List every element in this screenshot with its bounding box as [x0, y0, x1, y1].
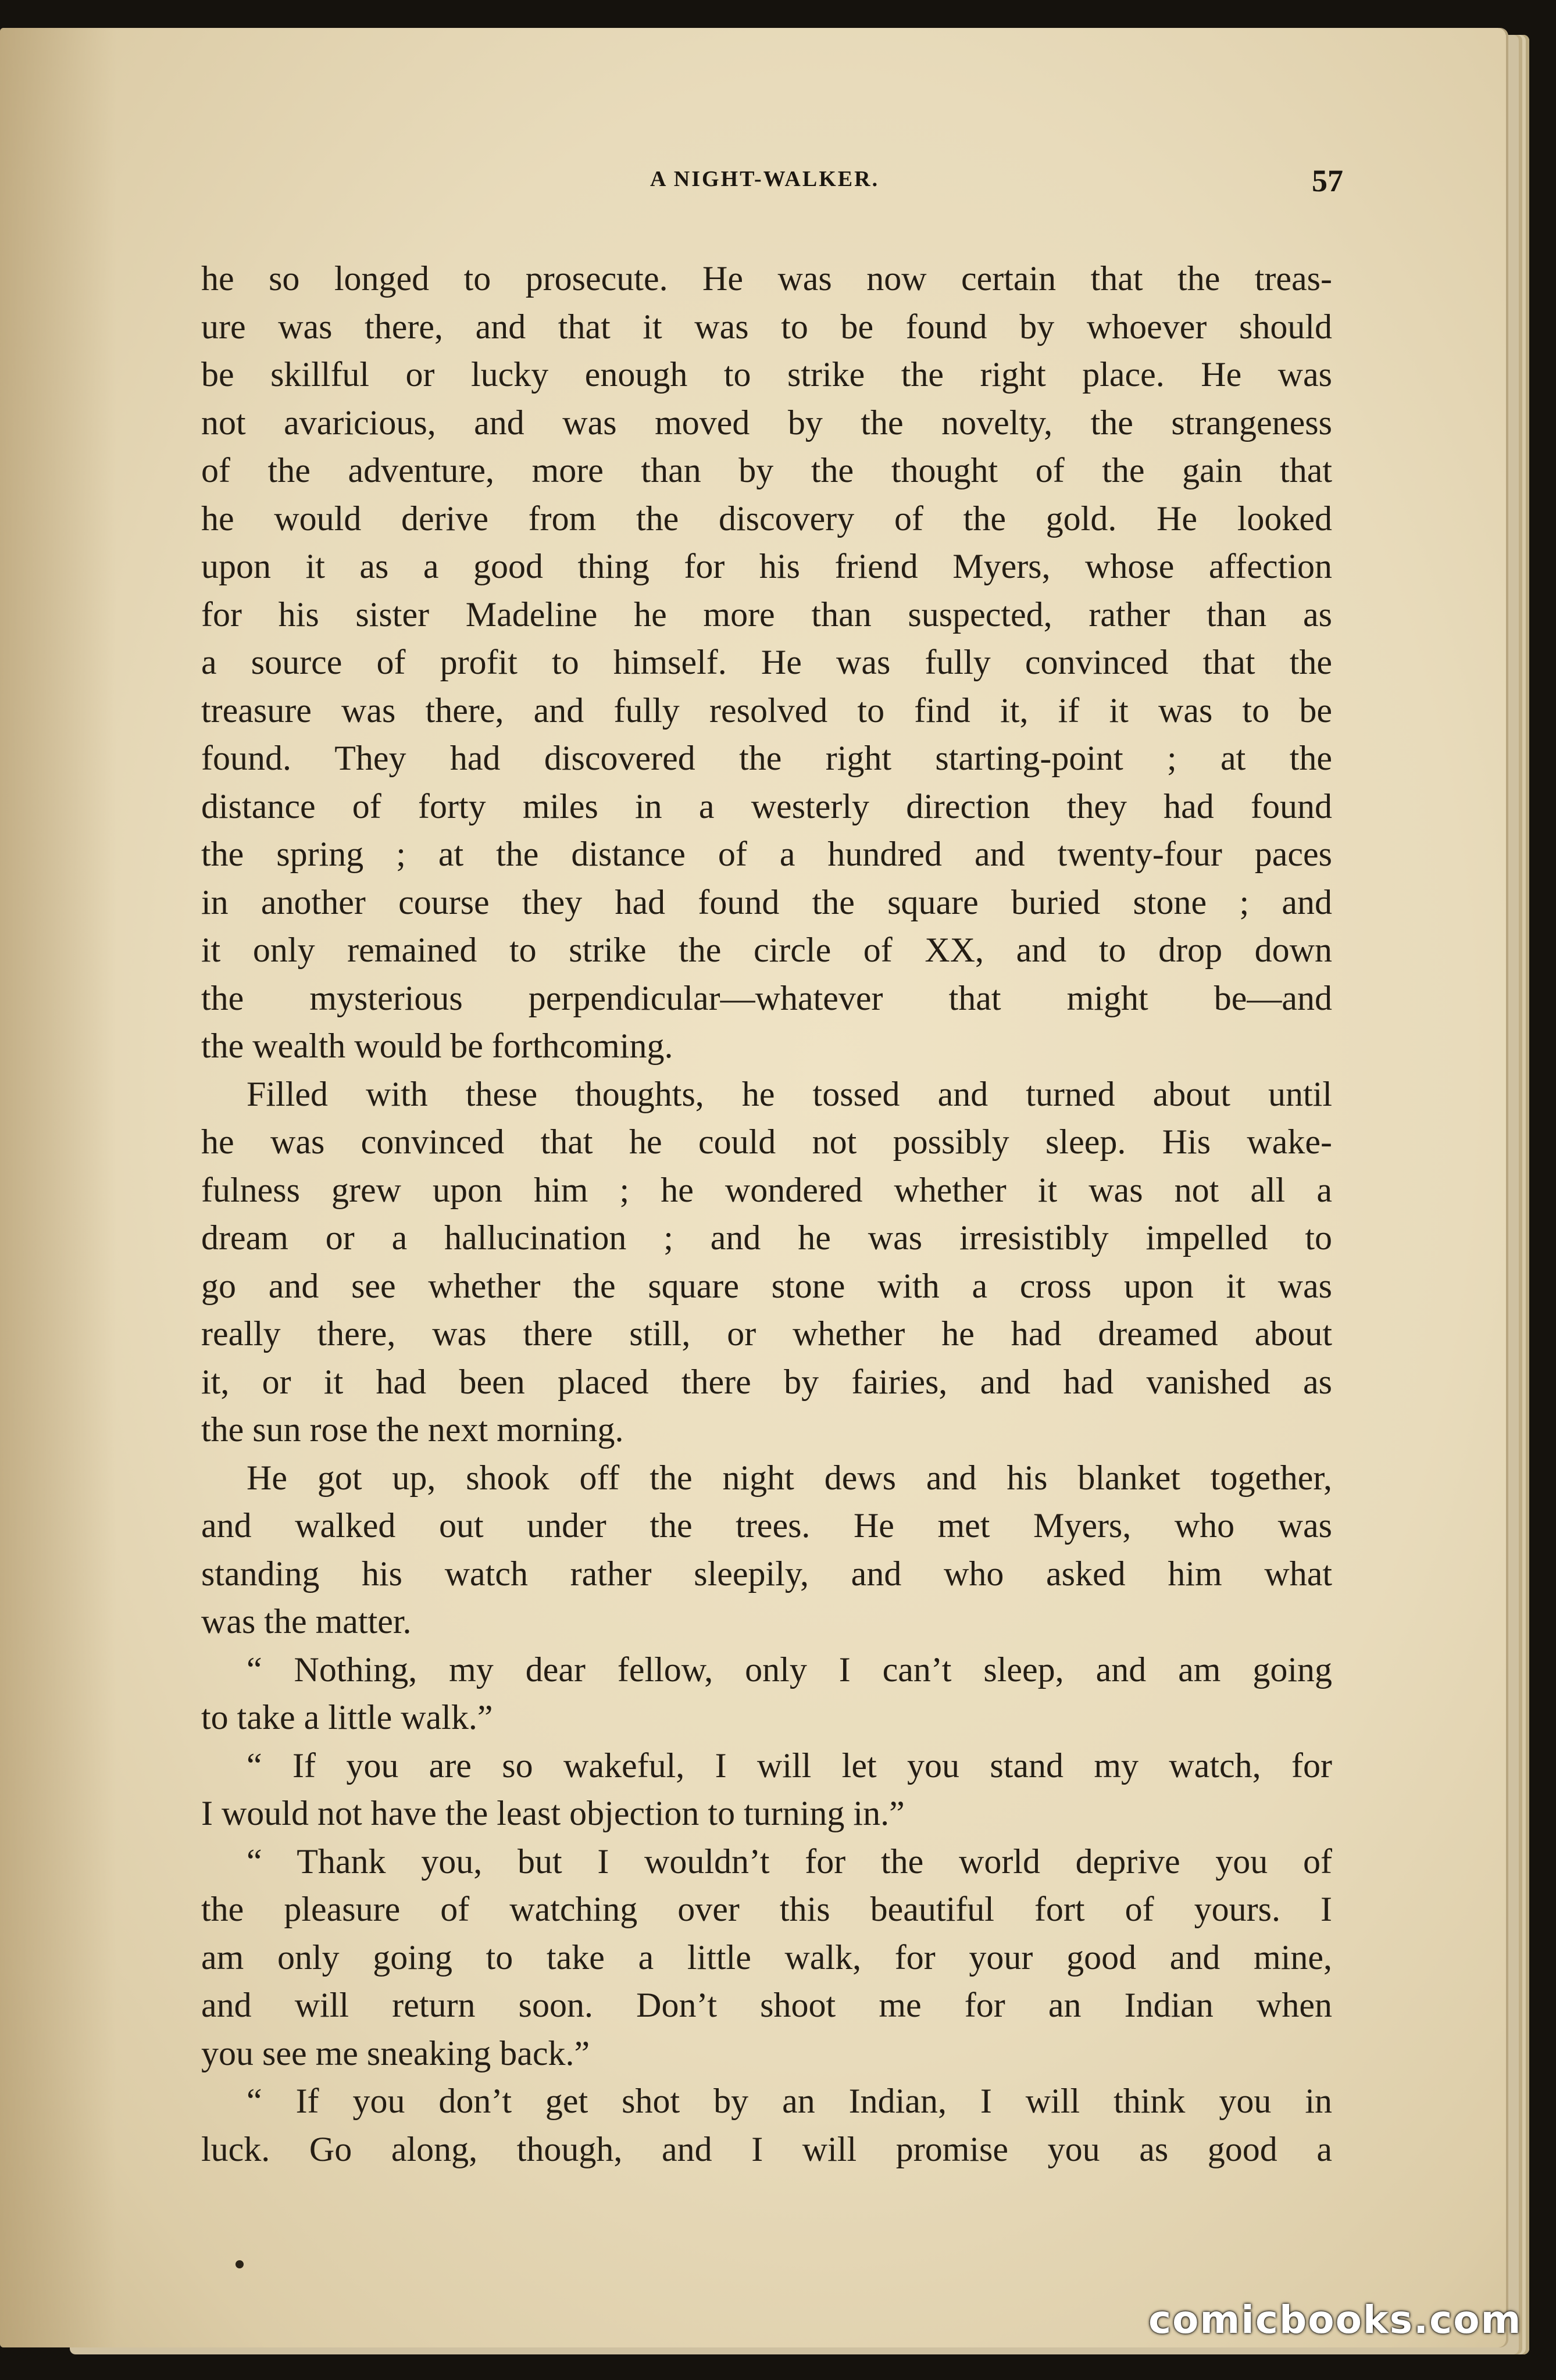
text-line: be skillful or lucky enough to strike the right place. He was	[201, 355, 1332, 394]
text-line: the spring ; at the distance of a hundred and twenty-four paces	[201, 835, 1332, 873]
text-line: he was convinced that he could not possibly sleep. His wake-	[201, 1123, 1332, 1161]
text-line: the pleasure of watching over this beautiful fort of yours. I	[201, 1890, 1332, 1928]
text-line: for his sister Madeline he more than suspected, rather than as	[201, 595, 1332, 634]
text-line: found. They had discovered the right starting-point ; at the	[201, 739, 1332, 777]
paragraph-start-line: “ Nothing, my dear fellow, only I can’t sleep, and am going	[247, 1650, 1332, 1689]
paragraph-end-line: I would not have the least objection to turning in.”	[201, 1794, 905, 1832]
paragraph-start-line: Filled with these thoughts, he tossed and turned about until	[247, 1074, 1332, 1113]
text-line: luck. Go along, though, and I will promise you as good a	[201, 2129, 1332, 2168]
text-line: he so longed to prosecute. He was now certain that the treas-	[201, 259, 1332, 298]
paragraph-start-line: “ If you are so wakeful, I will let you stand my watch, for	[247, 1746, 1332, 1785]
text-line: he would derive from the discovery of the gold. He looked	[201, 499, 1332, 538]
running-head	[198, 163, 1343, 201]
text-line: in another course they had found the square buried stone ; and	[201, 882, 1332, 921]
text-line: distance of forty miles in a westerly direction they had found	[201, 787, 1332, 826]
text-line: it only remained to strike the circle of XX, and to drop down	[201, 931, 1332, 969]
book-page	[0, 28, 1506, 2347]
body-text	[201, 255, 1332, 2173]
text-line: treasure was there, and fully resolved to find it, if it was to be	[201, 691, 1332, 730]
text-line: a source of profit to himself. He was fully convinced that the	[201, 643, 1332, 681]
paragraph-start-line: “ If you don’t get shot by an Indian, I will think you in	[247, 2082, 1332, 2120]
text-line: standing his watch rather sleepily, and who asked him what	[201, 1554, 1332, 1593]
text-line: and will return soon. Don’t shoot me for an Indian when	[201, 1986, 1332, 2024]
ink-spot	[235, 2260, 244, 2268]
text-line: fulness grew upon him ; he wondered whether it was not all a	[201, 1170, 1332, 1209]
text-line: am only going to take a little walk, for your good and mine,	[201, 1938, 1332, 1977]
text-line: of the adventure, more than by the thought of the gain that	[201, 451, 1332, 489]
text-line: the mysterious perpendicular—whatever that might be—and	[201, 978, 1332, 1017]
watermark-text: comicbooks.com	[1148, 2297, 1522, 2342]
text-line: go and see whether the square stone with a cross upon it was	[201, 1266, 1332, 1305]
text-line: dream or a hallucination ; and he was irresistibly impelled to	[201, 1218, 1332, 1257]
paragraph-start-line: “ Thank you, but I wouldn’t for the world deprive you of	[247, 1842, 1332, 1881]
text-line: it, or it had been placed there by fairies, and had vanished as	[201, 1362, 1332, 1401]
paragraph-end-line: the sun rose the next morning.	[201, 1410, 624, 1449]
paragraph-end-line: to take a little walk.”	[201, 1698, 493, 1736]
text-line: upon it as a good thing for his friend Myers, whose affection	[201, 547, 1332, 585]
text-line: not avaricious, and was moved by the novelty, the strangeness	[201, 403, 1332, 442]
page-number: 57	[1312, 163, 1343, 198]
paragraph-end-line: was the matter.	[201, 1602, 412, 1641]
paragraph-end-line: you see me sneaking back.”	[201, 2034, 590, 2072]
running-title: A NIGHT-WALKER.	[649, 167, 880, 191]
paragraph-end-line: the wealth would be forthcoming.	[201, 1027, 673, 1065]
paragraph-start-line: He got up, shook off the night dews and his blanket together,	[247, 1458, 1332, 1497]
text-line: really there, was there still, or whether he had dreamed about	[201, 1314, 1332, 1353]
text-line: and walked out under the trees. He met Myers, who was	[201, 1506, 1332, 1545]
text-line: ure was there, and that it was to be found by whoever should	[201, 307, 1332, 346]
